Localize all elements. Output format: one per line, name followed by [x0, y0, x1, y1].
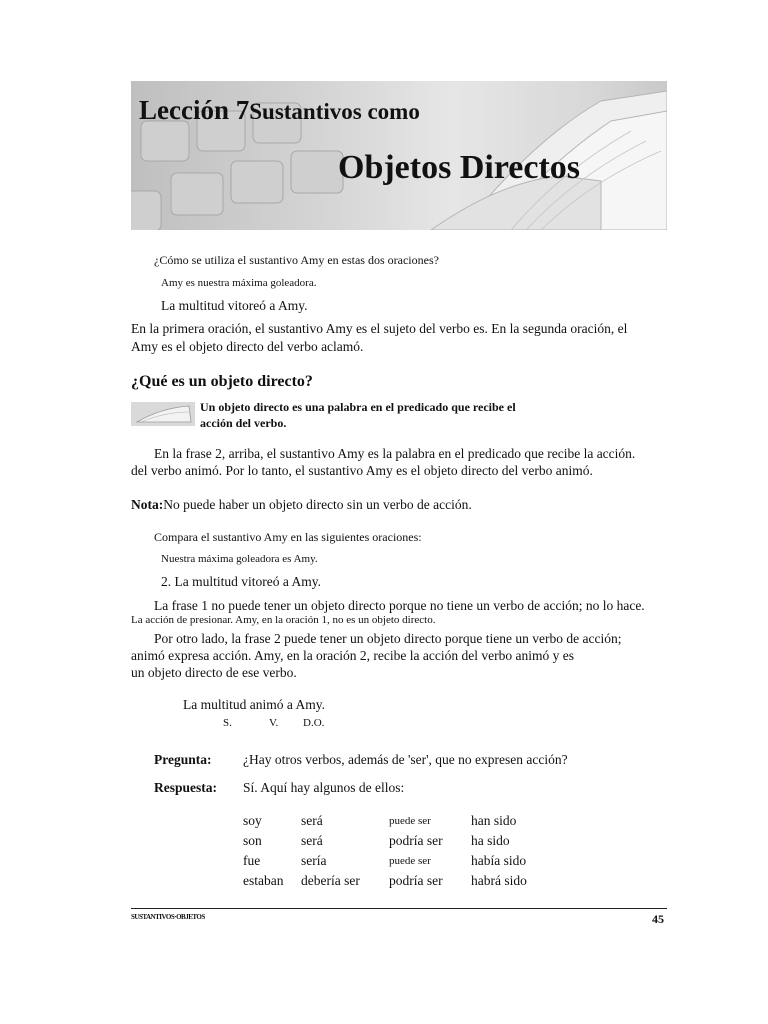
intro-paragraph-line-1: En la primera oración, el sustantivo Amy es el sujeto del verbo es. En la segunda oración, el [131, 321, 628, 336]
answer-label: Respuesta: [154, 780, 217, 795]
book-icon [131, 402, 195, 426]
table-cell: han sido [471, 813, 517, 828]
diagram-subject-label: S. [223, 717, 232, 729]
note-text: No puede haber un objeto directo sin un verbo de acción. [163, 497, 472, 512]
table-cell: debería ser [301, 873, 360, 888]
section-heading: ¿Qué es un objeto directo? [131, 373, 313, 390]
diagram-object-label: D.O. [303, 717, 325, 729]
intro-example-1: Amy es nuestra máxima goleadora. [161, 277, 317, 289]
compare-intro: Compara el sustantivo Amy en las siguientes oraciones: [154, 530, 422, 544]
diagram-sentence: La multitud animó a Amy. [183, 697, 325, 712]
table-cell: habrá sido [471, 873, 527, 888]
paragraph-3-line-1: Por otro lado, la frase 2 puede tener un objeto directo porque tiene un verbo de acción; [154, 631, 622, 646]
note-label: Nota: [131, 497, 164, 512]
paragraph-1-line-2: del verbo animó. Por lo tanto, el sustantivo Amy es el objeto directo del verbo animó. [131, 463, 593, 478]
compare-example-1: Nuestra máxima goleadora es Amy. [161, 553, 318, 565]
table-cell: sería [301, 853, 327, 868]
definition-line-1: Un objeto directo es una palabra en el predicado que recibe el [200, 400, 516, 414]
intro-example-2: La multitud vitoreó a Amy. [161, 298, 308, 313]
table-cell: estaban [243, 873, 284, 888]
table-cell: será [301, 813, 323, 828]
table-cell: podría ser [389, 833, 443, 848]
note [131, 497, 472, 513]
table-cell: será [301, 833, 323, 848]
table-cell: son [243, 833, 262, 848]
table-cell: puede ser [389, 815, 431, 827]
paragraph-2-line-2: La acción de presionar. Amy, en la oración 1, no es un objeto directo. [131, 614, 436, 626]
footer-rule [131, 908, 667, 909]
table-cell: puede ser [389, 855, 431, 867]
lesson-banner [131, 81, 667, 230]
definition-line-2: acción del verbo. [200, 416, 287, 430]
page-number: 45 [652, 912, 664, 926]
answer-text: Sí. Aquí hay algunos de ellos: [243, 780, 405, 795]
table-cell: ha sido [471, 833, 510, 848]
paragraph-2-line-1: La frase 1 no puede tener un objeto directo porque no tiene un verbo de acción; no lo hace. [154, 598, 645, 613]
question-label: Pregunta: [154, 752, 212, 767]
intro-paragraph-line-2: Amy es el objeto directo del verbo aclamó. [131, 339, 364, 354]
paragraph-3-line-2: animó expresa acción. Amy, en la oración 2, recibe la acción del verbo animó y es [131, 648, 574, 663]
paragraph-1-line-1: En la frase 2, arriba, el sustantivo Amy es la palabra en el predicado que recibe la acción. [154, 446, 636, 461]
table-cell: podría ser [389, 873, 443, 888]
lesson-subtitle: Sustantivos como [249, 99, 420, 124]
table-cell: fue [243, 853, 261, 868]
table-cell: había sido [471, 853, 527, 868]
table-cell: soy [243, 813, 262, 828]
lesson-title-line2: Objetos Directos [338, 149, 581, 186]
compare-example-2: 2. La multitud vitoreó a Amy. [161, 574, 321, 589]
intro-question: ¿Cómo se utiliza el sustantivo Amy en estas dos oraciones? [154, 253, 439, 267]
lesson-title [139, 95, 420, 126]
diagram-verb-label: V. [269, 717, 279, 729]
lesson-number: Lección 7 [139, 95, 250, 125]
question-text: ¿Hay otros verbos, además de 'ser', que no expresen acción? [243, 752, 568, 767]
paragraph-3-line-3: un objeto directo de ese verbo. [131, 665, 297, 680]
footer-running-title: SUSTANTIVOS·OBJETOS [131, 913, 205, 921]
